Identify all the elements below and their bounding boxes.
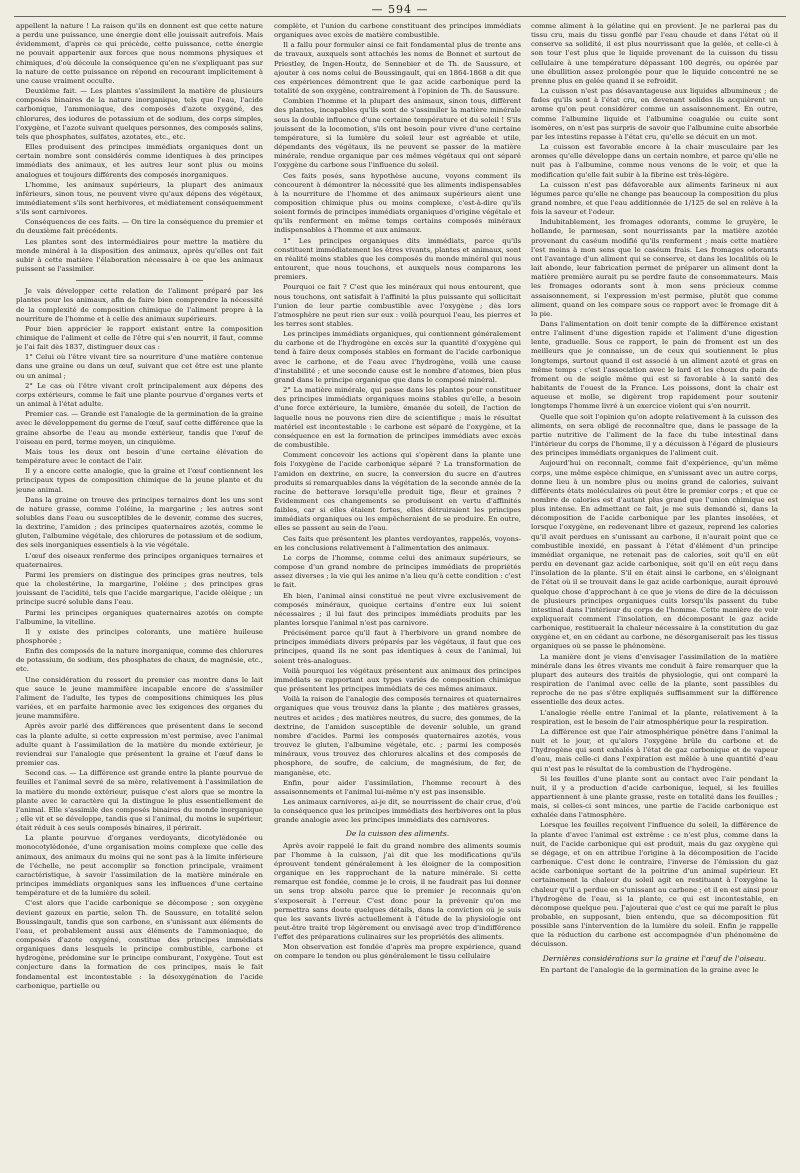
paragraph: Je vais développer cette relation de l'aliment préparé par les plantes pour les animaux, afin de faire bien comprendre la nécessité de la complexité de composition chimique de l'aliment propre à la nourriture de l'homme et à celle des animaux supérieurs. [16,287,263,323]
paragraph: Second cas. — La différence est grande entre la plante pourvue de feuilles et l'animal sevré de sa mère, relativement à l'assimilation de la matière du monde extérieur, puisque c'est alors que se montre la plante avec le caractère qui la distingue le plus essentiellement de l'animal. Elle s'assimile des composés binaires du monde inorganique ; elle vit et se développe, tandis que si l'animal, du moins le supérieur, était réduit à ces seuls composés binaires, il périrait. [16,769,263,833]
paragraph: L'homme, les animaux supérieurs, la plupart des animaux inférieurs, sinon tous, ne peuvent vivre qu'aux dépens des végétaux, immédiatement s'ils sont herbivores, et médiatement conséquemment s'ils sont carnivores. [16,180,263,217]
paragraph: L'analogie réelle entre l'animal et la plante, relativement à la respiration, est le besoin de l'air atmosphérique pour la respiration. [531,708,778,726]
text-column-3 [531,22,778,1170]
paragraph: Il y a encore cette analogie, que la graine et l'œuf contiennent les principaux types de composition chimique de la jeune plante et du jeune animal. [16,467,263,494]
text-column-1 [16,22,263,1170]
paragraph: Parmi les principes organiques quaternaires azotés on compte l'albumine, la vitelline. [16,608,263,626]
paragraph: Quelle que soit l'opinion qu'on adopte relativement à la cuisson des aliments, on sera obligé de reconnaître que, dans le passage de la partie nutritive de l'aliment de la face du tube intestinal dans l'intérieur du corps de l'homme, il y a décuisson à l'égard de plusieurs des principes immédiats organiques de l'aliment cuit. [531,412,778,458]
paragraph: Si les feuilles d'une plante sont au contact avec l'air pendant la nuit, il y a production d'acide carbonique, lequel, si les feuilles appartiennent à une plante grasse, reste en totalité dans les feuilles ; mais, si celles-ci sont minces, une partie de l'acide carbonique est exhalée dans l'atmosphère. [531,774,778,820]
paragraph: Les animaux carnivores, ai-je dit, se nourrissent de chair crue, d'où la conséquence que les principes immédiats des herbivores ont la plus grande analogie avec les principes immédiats des carnivores. [274,797,521,825]
paragraph: appellent la nature ! La raison qu'ils en donnent est que cette nature a perdu une puissance, une énergie dont elle jouissait autrefois. Mais évidemment, d'après ce qui précède, cette puissance, cette énergie ne pouvait appartenir aux forces que nous nommons physiques et chimiques, d'où découle la conséquence qu'en ne s'expliquant pas sur la nature de cette puissance on répond en recourant implicitement à une cause vraiment occulte. [16,22,263,85]
paragraph: Conséquences de ces faits. — On tire la conséquence du premier et du deuxième fait précédents. [16,218,263,236]
paragraph: En partant de l'analogie de la germination de la graine avec le [540,965,759,974]
paragraph: Dans l'alimentation on doit tenir compte de la différence existant entre l'aliment d'une digestion rapide et l'aliment d'une digestion lente, graduelle. Sous ce rapport, le pain de froment est un des meilleurs que je connaisse, un de ceux qui soutiennent le plus longtemps, surtout quand il est associé à un aliment azoté et gras en même temps : c'est l'association avec le lard et les choux du pain de froment ou de seigle même qui est si favorable à la santé des habitants de l'ouest de la France. Les poissons, dont la chair est aqueuse et molle, se digèrent trop rapidement pour soutenir longtemps l'homme livré à un exercice violent qui s'en nourrit. [531,320,778,411]
paragraph: La différence est que l'air atmosphérique pénètre dans l'animal la nuit et le jour, et qu'alors l'oxygène brûle du carbone et de l'hydrogène qui sont exhalés à l'état de gaz carbonique et de vapeur d'eau, mais celle-ci dans l'expiration est mêlée à une quantité d'eau qui n'est pas le résultat de la combustion de l'hydrogène. [531,727,778,773]
paragraph: Il a fallu pour formuler ainsi ce fait fondamental plus de trente ans de travaux, auxquels sont attachés les noms de Bonnet et surtout de Priestley, de Ingen-Houtz, de Sennebier et de Th. de Saussure, et ajouter à ces noms celui de Boussingault, qui en 1864-1868 a dit que ces expériences démontrent que le gaz acide carbonique perd la totalité de son oxygène, contrairement à l'opinion de Th. de Saussure. [274,41,521,96]
paragraph: Après avoir rappelé le fait du grand nombre des aliments soumis par l'homme à la cuisson, j'ai dit que les modifications qu'ils éprouvent tendent généralement à les éloigner de la composition organique en les rapprochant de la nature minérale. Si cette remarque est fondée, comme je le crois, il ne faudrait pas lui donner un sens trop absolu parce que le premier je reconnais qu'on s'exposerait à l'erreur. C'est donc pour la prévenir qu'on me permettra sans doute quelques détails, dans la conviction où je suis que les savants livrés actuellement à l'étude de la physiologie ont peut-être traité trop légèrement ou envisagé avec trop d'indifférence l'effet des préparations culinaires sur les propriétés des aliments. [274,841,521,942]
paragraph: Mon observation est fondée d'après ma propre expérience, quand on compare le tendon ou plus généralement le tissu cellulaire [274,943,521,961]
paragraph: Lorsque les feuilles reçoivent l'influence du soleil, la différence de la plante d'avec l'animal est extrême : ce n'est plus, comme dans la nuit, de l'acide carbonique qui est produit, mais du gaz oxygène qui se dégage, et on en attribue l'origine à la décomposition de l'acide carbonique. C'est donc le contraire, l'inverse de l'émission du gaz acide carbonique sortant de la poitrine d'un animal supérieur. Et certainement la chaleur du soleil agit en restituant à l'oxygène la chaleur qu'il a perdue en s'unissant au carbone ; et il en est ainsi pour l'hydrogène de l'eau, si la plante, ce qui est incontestable, en décompose quelque peu. J'ajouterai que c'est ce qui me paraît le plus probable, en supposant, bien entendu, que sa décomposition fût possible sans l'intervention de la lumière du soleil. Enfin je rappelle que la réduction du carbone est accompagnée d'un phénomène de décuisson. [531,821,778,949]
paragraph: Le corps de l'homme, comme celui des animaux supérieurs, se compose d'un grand nombre de principes immédiats de propriétés assez diverses ; la vie qui les anime n'a lieu qu'à cette condition : c'est le fait. [274,553,521,590]
paragraph: Après avoir parlé des différences que présentent dans le second cas la plante adulte, si cette expression m'est permise, avec l'animal adulte quant à l'assimilation de la matière du monde extérieur, je reviendrai sur l'analogie que présentent la graine et l'œuf dans le premier cas. [16,722,263,768]
paragraph: Deuxième fait. — Les plantes s'assimilent la matière de plusieurs composés binaires de la nature inorganique, tels que l'eau, l'acide carbonique, l'ammoniaque, des composés d'azote oxygéné, des chlorures, des iodures de potassium et de sodium, des corps simples, l'oxygène, et l'azote suivant quelques personnes, des composés salins, tels que phosphates, sulfates, azotates, etc., etc. [16,87,263,141]
paragraph: La cuisson est favorable encore à la chair musculaire par les aromes qu'elle développe dans un certain nombre, et parce qu'elle ne nuit pas à l'albumine, comme nous venons de le voir, et que la modification qu'elle fait subir à la fibrine est très-légère. [531,143,778,179]
paragraph: Voilà pourquoi les végétaux présentent aux animaux des principes immédiats se rapportant aux types variés de composition chimique que présentent les principes immédiats de ces mêmes animaux. [274,666,521,694]
section-heading: Dernières considérations sur la graine et l'œuf de l'oiseau. [542,953,767,963]
paragraph: Enfin des composés de la nature inorganique, comme des chlorures de potassium, de sodium, des phosphates de chaux, de magnésie, etc., etc. [16,647,263,674]
paragraph: Eh bien, l'animal ainsi constitué ne peut vivre exclusivement de composés minéraux, quoique certains d'entre eux lui soient nécessaires ; il lui faut des principes immédiats produits par les plantes lorsque l'animal n'est pas carnivore. [274,591,521,627]
text-column-2 [274,22,521,1170]
paragraph: 1° Les principes organiques dits immédiats, parce qu'ils constituent immédiatement les êtres vivants, plantes et animaux, sont en réalité moins stables que les composés du monde minéral qui nous entourent, que nous touchons, et auxquels nous comparons les premiers. [274,236,521,282]
paragraph: Aujourd'hui on reconnaît, comme fait d'expérience, qu'un même corps, une même espèce chimique, en s'unissant avec un autre corps, donne lieu à un nombre plus ou moins grand de calories, suivant différents états moléculaires où peut être le premier corps ; et que ce nombre de calories est d'autant plus grand que l'union chimique est plus intense. En admettant ce fait, je me suis demandé si, dans la décomposition de l'acide carbonique par les plantes insolées, et lorsque l'oxygène, en redevenant libre et gazeux, reprend les calories qu'il avait perdues en s'unissant au carbone, il n'aurait point que ce combustible inoxidé, en passant à l'état d'élément d'un principe immédiat organique, ne retenait pas de calories, soit qu'il en eût perdu en devenant gaz acide carbonique, soit qu'il en eût reçu dans l'insolation de la plante. S'il en était ainsi le carbone, en s'éloignant de l'état où il se trouvait dans le gaz acide carbonique, aurait éprouvé quelque chose d'approchant à ce que je viens de dire de la décuisson de plusieurs principes organiques cuits lorsqu'ils passent du tube intestinal dans l'intérieur du corps de l'homme. Cette manière de voir expliquerait comment l'insolation, en décomposant le gaz acide carbonique, restituerait la chaleur nécessaire à la constitution du gaz oxygène et, en en cédant au carbone, ne désorganiserait pas les tissus organiques où se passe le phénomène. [531,459,778,651]
section-heading: De la cuisson des aliments. [345,829,450,839]
paragraph: Indubitablement, les fromages odorants, comme le gruyère, le hollande, le parmesan, sont nourrissants par la matière azotée provenant du caséum modifié qu'ils renferment ; mais cette matière l'est moins à mon sens que le caséum frais. Les fromages odorants ont l'avantage d'un aliment qui se conserve, et dans les localités où le lait abonde, leur fabrication permet de préparer un aliment dont la matière première aurait pu se perdre faute de consommateurs. Mais les fromages odorants sont à mon sens précieux comme assaisonnement, si l'expression m'est permise, plutôt que comme aliment, quand on les compare sous ce rapport avec le fromage dit à la pie. [531,218,778,318]
paragraph: Premier cas. — Grande est l'analogie de la germination de la graine avec le développement du germe de l'œuf, sauf cette différence que la graine absorbe de l'eau au monde extérieur, tandis que l'œuf de l'oiseau en perd, terme moyen, un cinquième. [16,410,263,446]
paragraph: Elles produisent des principes immédiats organiques dont un certain nombre sont considérés comme identiques à des principes immédiats des animaux, et les autres leur sont plus ou moins analogues et toujours différents des composés inorganiques. [16,143,263,179]
paragraph: Voilà la raison de l'analogie des composés ternaires et quaternaires organiques que vous trouvez dans la plante ; des matières grasses, neutres et acides ; des matières neutres, du sucre, des gommes, de la dextrine, de l'amidon susceptible de devenir soluble, un grand nombre d'acides. Parmi les composés quaternaires azotés, vous trouvez le gluten, l'albumine végétale, etc. ; parmi les composés minéraux, vous trouvez des chlorures alcalins et des composés de phosphore, de soufre, de calcium, de magnésium, de fer, de manganèse, etc. [274,695,521,777]
paragraph: comme aliment à la gélatine qui en provient. Je ne parlerai pas du tissu cru, mais du tissu gonflé par l'eau chaude et dans l'état où il conserve sa solidité, il est plus nourrissant que la gelée, et celle-ci à son tour l'est plus que le liquide provenant de la cuisson du tissu cellulaire à une température dépassant 100 degrés, ou opérée par une ébullition assez prolongée pour que le liquide concentré ne se prenne plus en gelée quand il se refroidit. [531,22,778,85]
paragraph: Ces faits que présentent les plantes verdoyantes, rappelés, voyons-en les conclusions relativement à l'alimentation des animaux. [274,534,521,552]
paragraph: Une considération du ressort du premier cas montre dans le lait que sauce le jeune mammifère incapable encore de s'assimiler l'aliment de l'adulte, les types de compositions chimiques les plus variées, et en parfaite harmonie avec les exigences des organes du jeune mammifère. [16,675,263,721]
section-divider [76,280,203,281]
paragraph: C'est alors que l'acide carbonique se décompose ; son oxygène devient gazeux en partie, selon Th. de Saussure, en totalité selon Boussingault, tandis que son carbone, en s'unissant aux éléments de l'eau, et probablement aussi aux éléments de l'ammoniaque, de composés d'azote oxygéné, constitue des principes immédiats organiques dans lesquels le principe combustible, carbone et hydrogène, prédomine sur le principe comburant, l'oxygène. Tout est conjecture dans la formation de ces principes, mais le fait fondamental est incontestable : la désoxygénation de l'acide carbonique, partielle ou [16,899,263,990]
paragraph: Comment concevoir les actions qui s'opèrent dans la plante une fois l'oxygène de l'acide carbonique séparé ? La transformation de l'amidon en dextrine, en sucre, la conversion du sucre en d'autres produits si remarquables dans la végétation de la seconde année de la racine de betterave lorsqu'elle produit tige, fleur et graines ? Évidemment ces changements se produisent en vertu d'affinités faibles, car si elles étaient fortes, elles détruiraient les principes immédiats organiques ou les empêcheraient de se produire. En outre, elles se passent au sein de l'eau. [274,451,521,533]
paragraph: Combien l'homme et la plupart des animaux, sinon tous, diffèrent des plantes, incapables qu'ils sont de s'assimiler la matière minérale sous la double influence d'une certaine température et du soleil ! S'ils jouissent de la locomotion, s'ils ont besoin pour vivre d'une certaine température, si la lumière du soleil leur est agréable et utile, dépendants des végétaux, ils ne peuvent se passer de la matière minérale, rendue organique par ces mêmes végétaux qui ont séparé l'oxygène du carbone sous l'influence du soleil. [274,97,521,170]
paragraph: complète, et l'union du carbone constituant des principes immédiats organiques avec excès de matière combustible. [274,22,521,40]
paragraph: Pourquoi ce fait ? C'est que les minéraux qui nous entourent, que nous touchons, ont satisfait à l'affinité la plus puissante qui sollicitait l'union de leur partie combustible avec l'oxygène ; dès lors l'atmosphère ne peut rien sur eux : voilà pourquoi l'eau, les pierres et les terres sont stables. [274,283,521,328]
paragraph: Parmi les premiers on distingue des principes gras neutres, tels que la cholestérine, la margarine, l'oléine ; des principes gras jouissant de l'acidité, tels que l'acide margarique, l'acide oléique ; un principe sucré soluble dans l'eau. [16,570,263,607]
paragraph: La plante pourvue d'organes verdoyants, dicotylédonée ou monocotylédonée, d'une organisation moins complexe que celle des animaux, des animaux du moins qui ne sont pas à la limite inférieure de l'échelle, ne peut accomplir sa fonction principale, vraiment caractéristique, à savoir l'assimilation de la matière minérale en principes immédiats organiques sans les influences d'une certaine température et de la lumière du soleil. [16,834,263,898]
header-rule [14,16,786,17]
paragraph: La manière dont je viens d'envisager l'assimilation de la matière minérale dans les êtres vivants me conduit à faire remarquer que la plupart des auteurs des traités de physiologie, qui ont comparé la respiration de l'animal avec celle de la plante, sont passibles du reproche de ne pas s'être expliqués suffisamment sur la différence essentielle des deux actes. [531,652,778,707]
paragraph: La cuisson n'est pas désavantageuse aux liquides albumineux ; de fades qu'ils sont à l'état cru, en devenant solides ils acquièrent un arome qu'on peut considérer comme un assaisonnement. En outre, comme l'albumine liquide et l'albumine coagulée ou cuite sont isomères, on n'est pas surpris de savoir que l'albumine cuite absorbée par les intestins repasse à l'état cru, qu'elle se décuit en un mot. [531,87,778,141]
paragraph: L'œuf des oiseaux renferme des principes organiques ternaires et quaternaires. [16,551,263,569]
paragraph: Il y existe des principes colorants, une matière huileuse phosphorée ; [16,627,263,645]
paragraph: La cuisson n'est pas défavorable aux aliments farineux ni aux légumes parce qu'elle ne change pas beaucoup la composition du plus grand nombre, et que l'eau additionnée de 1/125 de sel en relève à la fois la saveur et l'odeur. [531,180,778,217]
paragraph: Dans la graine on trouve des principes ternaires dont les uns sont de nature grasse, comme l'oléine, la margarine ; les autres sont solubles dans l'eau ou susceptibles de le devenir, comme des sucres, la dextrine, l'amidon ; des principes quaternaires azotés, comme le gluten, l'albumine végétale, des chlorures de potassium et de sodium, des sels inorganiques essentiels à la vie végétale. [16,495,263,550]
paragraph: Précisément parce qu'il faut à l'herbivore un grand nombre de principes immédiats divers préparés par les végétaux, il faut que ces principes, quand ils ne sont pas identiques à ceux de l'animal, lui soient très-analogues. [274,629,521,665]
paragraph: Enfin, pour aider l'assimilation, l'homme recourt à des assaisonnements et l'animal lui-même n'y est pas insensible. [274,778,521,796]
paragraph: Pour bien apprécier le rapport existant entre la composition chimique de l'aliment et celle de l'être qui s'en nourrit, il faut, comme je l'ai fait dès 1837, distinguer deux cas : [16,324,263,352]
paragraph: 2° La matière minérale, qui passe dans les plantes pour constituer des principes immédiats organiques moins stables qu'elle, a besoin d'une force extérieure, la lumière, émanée du soleil, de l'action de laquelle nous ne pouvons rien dire de scientifique ; mais le résultat matériel est incontestable : le carbone est séparé de l'oxygène, et la conséquence en est la formation de principes immédiats avec excès de combustible. [274,386,521,450]
page-number: — 594 — [371,3,429,16]
paragraph: 1° Celui où l'être vivant tire sa nourriture d'une matière contenue dans une graine ou dans un œuf, suivant que cet être est une plante ou un animal ; [16,353,263,380]
paragraph: Mais tous les deux ont besoin d'une certaine élévation de température avec le contact de l'air. [16,447,263,466]
paragraph: Les plantes sont des intermédiaires pour mettre la matière du monde minéral à la disposition des animaux, après qu'elles ont fait subir à cette matière l'élaboration nécessaire à ce que les animaux puissent se l'assimiler. [16,237,263,274]
paragraph: Les principes immédiats organiques, qui contiennent généralement du carbone et de l'hydrogène en excès sur la quantité d'oxygène qui tend à faire deux composés stables en formant de l'acide carbonique avec le carbone, et de l'eau avec l'hydrogène, voilà une cause d'instabilité ; et une seconde cause est le nombre d'atomes, bien plus grand dans le principe organique que dans le composé minéral. [274,330,521,384]
paragraph: 2° Le cas où l'être vivant croît principalement aux dépens des corps extérieurs, comme le fait une plante pourvue d'organes verts et un animal à l'état adulte. [16,381,263,409]
paragraph: Ces faits posés, sans hypothèse aucune, voyons comment ils concourent à démontrer la nécessité que les aliments indispensables à la nourriture de l'homme et des animaux supérieurs aient une composition chimique plus ou moins complexe, c'est-à-dire qu'ils soient formés de principes immédiats organiques d'origine végétale et qu'ils renferment en même temps certains composés minéraux indispensables à l'homme et aux animaux. [274,171,521,235]
